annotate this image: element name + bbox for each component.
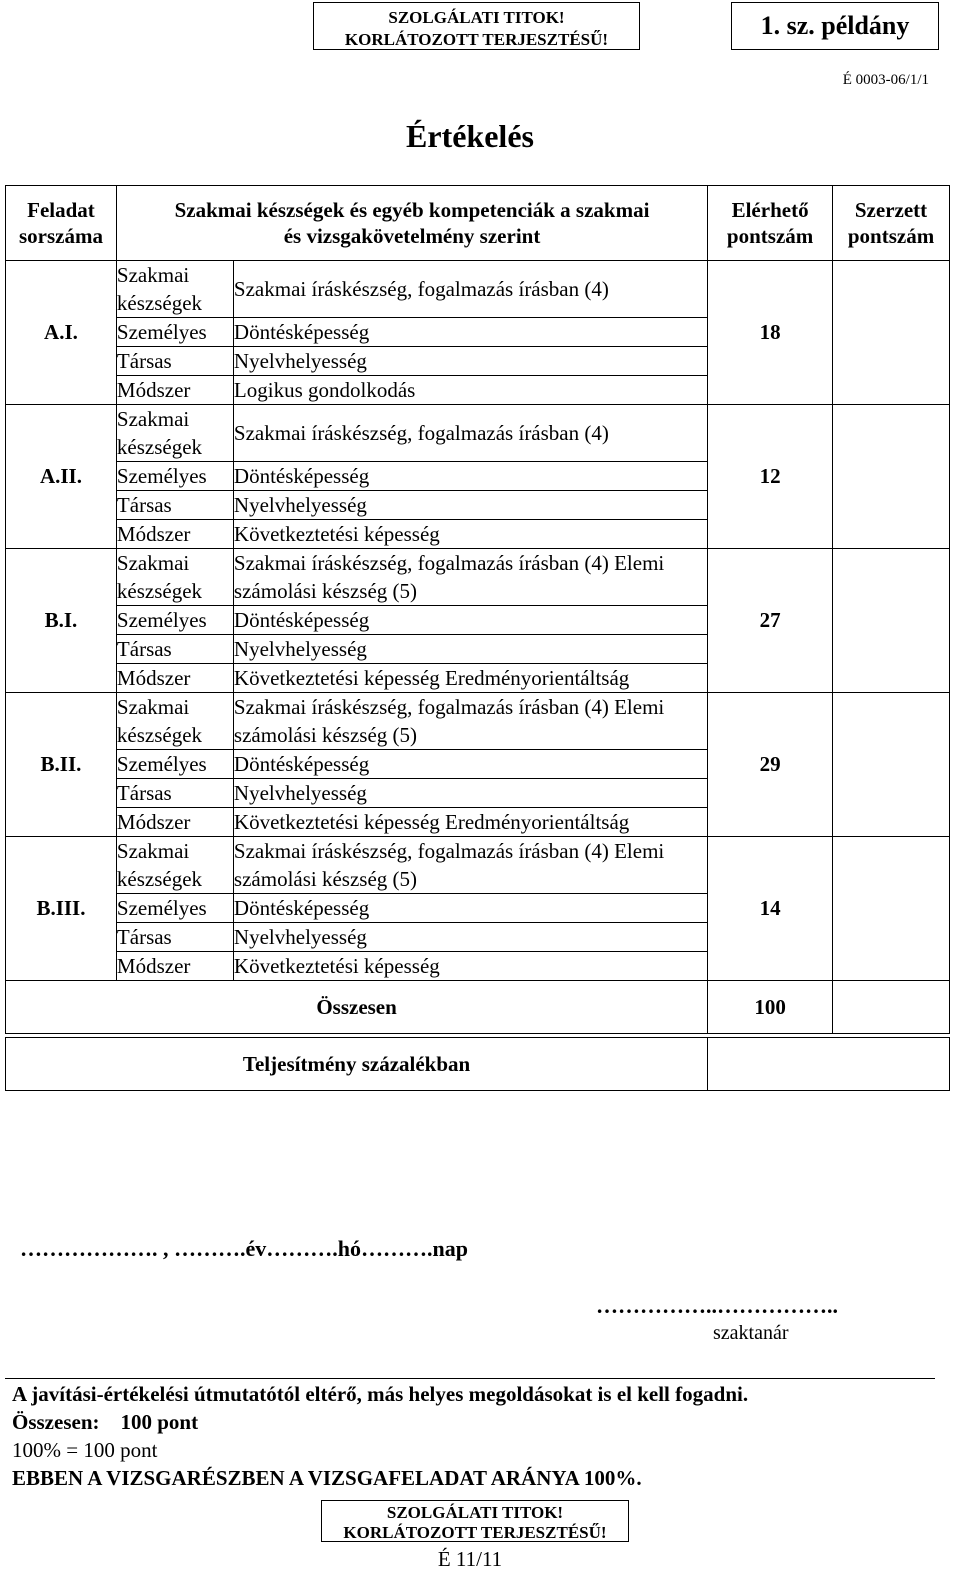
header-skills: Szakmai készségek és egyéb kompetenciák a szakmai és vizsgakövetelmény szerint <box>116 186 707 261</box>
note-total: Összesen: 100 pont <box>12 1410 199 1434</box>
skills-cell <box>116 405 707 549</box>
competence-item: Szakmai íráskészség, fogalmazás írásban (4) <box>233 405 707 462</box>
task-label: B.III. <box>6 837 117 981</box>
competence-item: Döntésképesség <box>233 894 707 923</box>
competence-category: Társas <box>117 491 234 520</box>
available-points: 29 <box>708 693 833 837</box>
skill-row <box>117 376 707 405</box>
header-available-points: Elérhető pontszám <box>708 186 833 261</box>
skill-row <box>117 462 707 491</box>
total-label: Összesen <box>6 981 708 1034</box>
available-points: 14 <box>708 837 833 981</box>
available-points: 18 <box>708 261 833 405</box>
competence-category: Társas <box>117 923 234 952</box>
percent-cell[interactable] <box>708 1038 950 1091</box>
footer-classified-line2: KORLÁTOZOTT TERJESZTÉSŰ! <box>343 1523 607 1542</box>
skill-row <box>117 549 707 606</box>
table-row <box>6 549 950 693</box>
document-code: É 0003-06/1/1 <box>842 72 929 88</box>
skill-row <box>117 779 707 808</box>
table-header-row <box>6 186 950 261</box>
competence-category: Társas <box>117 347 234 376</box>
skill-row <box>117 405 707 462</box>
task-label: B.I. <box>6 549 117 693</box>
task-label: A.I. <box>6 261 117 405</box>
skills-cell <box>116 693 707 837</box>
competence-item: Következtetési képesség Eredményorientáltság <box>233 808 707 837</box>
skill-row <box>117 606 707 635</box>
total-value: 100 <box>708 981 833 1034</box>
classified-stamp-header <box>313 2 640 50</box>
competence-item: Szakmai íráskészség, fogalmazás írásban (4) Elemi számolási készség (5) <box>233 693 707 750</box>
earned-points-cell[interactable] <box>833 261 950 405</box>
competence-category: Módszer <box>117 952 234 981</box>
competence-item: Következtetési képesség Eredményorientáltság <box>233 664 707 693</box>
earned-points-cell[interactable] <box>833 405 950 549</box>
skill-row <box>117 347 707 376</box>
skill-row <box>117 664 707 693</box>
skill-row <box>117 750 707 779</box>
note-percent: 100% = 100 pont <box>12 1438 158 1462</box>
competence-category: Szakmai készségek <box>117 837 234 894</box>
skill-row <box>117 318 707 347</box>
competence-item: Szakmai íráskészség, fogalmazás írásban (4) <box>233 261 707 318</box>
competence-category: Módszer <box>117 664 234 693</box>
skill-row <box>117 693 707 750</box>
table-row <box>6 261 950 405</box>
competence-item: Nyelvhelyesség <box>233 779 707 808</box>
table-row <box>6 693 950 837</box>
page-title: Értékelés <box>406 118 534 154</box>
competence-item: Nyelvhelyesség <box>233 923 707 952</box>
skill-row <box>117 952 707 981</box>
competence-category: Személyes <box>117 606 234 635</box>
note-ratio: EBBEN A VIZSGARÉSZBEN A VIZSGAFELADAT ARÁNYA 100%. <box>12 1466 642 1490</box>
skill-row <box>117 520 707 549</box>
competence-item: Szakmai íráskészség, fogalmazás írásban (4) Elemi számolási készség (5) <box>233 837 707 894</box>
note-alternative-solutions: A javítási-értékelési útmutatótól eltérő, más helyes megoldásokat is el kell fogadni. <box>12 1382 749 1406</box>
signature-line: ……………..…………….. <box>596 1293 838 1318</box>
notes-block <box>12 1380 748 1492</box>
skill-row <box>117 837 707 894</box>
footer-classified-line1: SZOLGÁLATI TITOK! <box>386 1503 564 1522</box>
competence-item: Következtetési képesség <box>233 520 707 549</box>
classified-stamp-footer <box>321 1500 629 1542</box>
skill-row <box>117 894 707 923</box>
competence-category: Módszer <box>117 376 234 405</box>
task-label: B.II. <box>6 693 117 837</box>
percent-label: Teljesítmény százalékban <box>6 1038 708 1091</box>
available-points: 12 <box>708 405 833 549</box>
competence-item: Logikus gondolkodás <box>233 376 707 405</box>
page-number: É 11/11 <box>437 1547 503 1571</box>
skills-cell <box>116 837 707 981</box>
skills-cell <box>116 261 707 405</box>
competence-category: Módszer <box>117 808 234 837</box>
competence-category: Társas <box>117 635 234 664</box>
competence-category: Szakmai készségek <box>117 549 234 606</box>
earned-points-cell[interactable] <box>833 693 950 837</box>
competence-category: Szakmai készségek <box>117 693 234 750</box>
header-earned-points: Szerzett pontszám <box>833 186 950 261</box>
evaluation-table <box>5 185 950 1091</box>
competence-category: Módszer <box>117 520 234 549</box>
competence-item: Döntésképesség <box>233 318 707 347</box>
skill-row <box>117 808 707 837</box>
competence-category: Társas <box>117 779 234 808</box>
percent-row <box>6 1038 950 1091</box>
competence-item: Nyelvhelyesség <box>233 491 707 520</box>
competence-category: Személyes <box>117 894 234 923</box>
available-points: 27 <box>708 549 833 693</box>
competence-item: Döntésképesség <box>233 750 707 779</box>
skill-row <box>117 261 707 318</box>
earned-points-cell[interactable] <box>833 837 950 981</box>
table-row <box>6 405 950 549</box>
classified-line1: SZOLGÁLATI TITOK! <box>388 8 565 27</box>
competence-item: Nyelvhelyesség <box>233 635 707 664</box>
total-earned-cell[interactable] <box>833 981 950 1034</box>
competence-item: Döntésképesség <box>233 606 707 635</box>
competence-category: Személyes <box>117 750 234 779</box>
total-row <box>6 981 950 1034</box>
date-line: ………………. , ……….év……….hó……….nap <box>20 1236 468 1261</box>
skill-row <box>117 491 707 520</box>
skill-row <box>117 635 707 664</box>
copy-number-box: 1. sz. példány <box>731 2 939 50</box>
skills-cell <box>116 549 707 693</box>
task-label: A.II. <box>6 405 117 549</box>
skill-row <box>117 923 707 952</box>
competence-category: Személyes <box>117 462 234 491</box>
divider <box>5 1378 935 1379</box>
header-task-number: Feladat sorszáma <box>6 186 117 261</box>
competence-item: Nyelvhelyesség <box>233 347 707 376</box>
competence-item: Szakmai íráskészség, fogalmazás írásban (4) Elemi számolási készség (5) <box>233 549 707 606</box>
classified-line2: KORLÁTOZOTT TERJESZTÉSŰ! <box>344 30 609 49</box>
earned-points-cell[interactable] <box>833 549 950 693</box>
table-row <box>6 837 950 981</box>
competence-item: Döntésképesség <box>233 462 707 491</box>
competence-category: Személyes <box>117 318 234 347</box>
signature-label: szaktanár <box>713 1322 789 1344</box>
competence-item: Következtetési képesség <box>233 952 707 981</box>
competence-category: Szakmai készségek <box>117 261 234 318</box>
competence-category: Szakmai készségek <box>117 405 234 462</box>
